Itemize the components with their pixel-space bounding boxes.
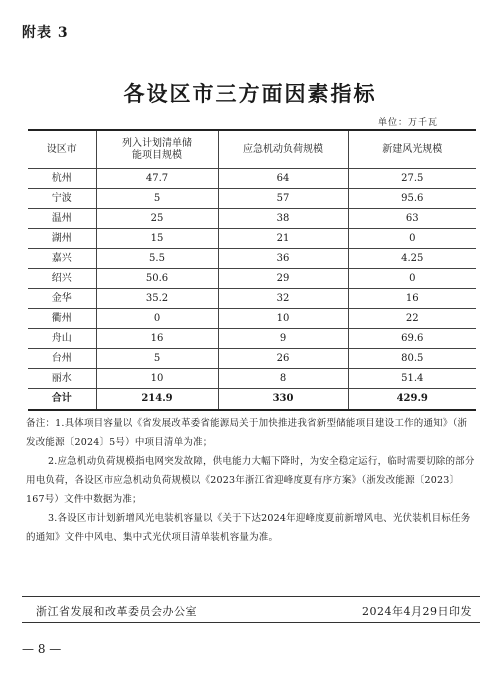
page-title: 各设区市三方面因素指标 <box>123 81 377 106</box>
emergency-load-cell: 64 <box>218 169 348 189</box>
emergency-load-cell: 32 <box>218 289 348 309</box>
city-cell: 宁波 <box>28 189 96 209</box>
table-row <box>28 309 476 329</box>
storage-cell: 5 <box>96 349 218 369</box>
city-cell: 丽水 <box>28 369 96 389</box>
wind-solar-cell: 51.4 <box>348 369 476 389</box>
wind-solar-cell: 22 <box>348 309 476 329</box>
total-wind-solar: 429.9 <box>348 389 476 411</box>
table-row <box>28 209 476 229</box>
total-storage: 214.9 <box>96 389 218 411</box>
city-cell: 金华 <box>28 289 96 309</box>
table-row <box>28 289 476 309</box>
total-label: 合计 <box>28 389 96 411</box>
storage-cell: 25 <box>96 209 218 229</box>
emergency-load-cell: 57 <box>218 189 348 209</box>
emergency-load-cell: 9 <box>218 329 348 349</box>
city-cell: 台州 <box>28 349 96 369</box>
wind-solar-cell: 16 <box>348 289 476 309</box>
wind-solar-cell: 27.5 <box>348 169 476 189</box>
unit-label: 单位：万千瓦 <box>377 118 438 128</box>
wind-solar-cell: 80.5 <box>348 349 476 369</box>
column-header-wind-solar: 新建风光规模 <box>348 130 476 169</box>
note-1: 备注：1.具体项目容量以《省发展改革委省能源局关于加快推进我省新型储能项目建设工作的通知》（浙发改能源〔2024〕5号）中项目清单为准； <box>26 418 468 448</box>
emergency-load-cell: 36 <box>218 249 348 269</box>
note-3: 3.各设区市计划新增风光电装机容量以《关于下达2024年迎峰度夏前新增风电、光伏装机目标任务的通知》文件中风电、集中式光伏项目清单装机容量为准。 <box>26 513 471 543</box>
note-2: 2.应急机动负荷规模指电网突发故障，供电能力大幅下降时，为安全稳定运行，临时需要切除的部分用电负荷，各设区市应急机动负荷规模以《2023年浙江省迎峰度夏有序方案》（浙发改能源〔2023〕167号）文件中数据为准； <box>26 456 475 505</box>
emergency-load-cell: 29 <box>218 269 348 289</box>
table-row <box>28 349 476 369</box>
storage-cell: 15 <box>96 229 218 249</box>
storage-cell: 5.5 <box>96 249 218 269</box>
emergency-load-cell: 21 <box>218 229 348 249</box>
table-row <box>28 249 476 269</box>
issue-date: 2024年4月29日印发 <box>362 605 472 618</box>
table-row <box>28 329 476 349</box>
city-cell: 衢州 <box>28 309 96 329</box>
appendix-label: 附表 3 <box>22 25 69 41</box>
table-row <box>28 189 476 209</box>
city-cell: 湖州 <box>28 229 96 249</box>
table-row <box>28 269 476 289</box>
column-header-emergency-load: 应急机动负荷规模 <box>218 130 348 169</box>
notes-section <box>26 414 476 547</box>
wind-solar-cell: 4.25 <box>348 249 476 269</box>
table-row <box>28 369 476 389</box>
emergency-load-cell: 38 <box>218 209 348 229</box>
column-header-storage: 列入计划清单储能项目规模 <box>96 130 218 169</box>
storage-cell: 16 <box>96 329 218 349</box>
indicator-table <box>28 129 476 411</box>
city-cell: 嘉兴 <box>28 249 96 269</box>
table-header-row <box>28 130 476 169</box>
storage-cell: 5 <box>96 189 218 209</box>
storage-cell: 35.2 <box>96 289 218 309</box>
footer-divider-top <box>22 596 480 597</box>
emergency-load-cell: 26 <box>218 349 348 369</box>
city-cell: 杭州 <box>28 169 96 189</box>
wind-solar-cell: 0 <box>348 229 476 249</box>
column-header-city: 设区市 <box>28 130 96 169</box>
wind-solar-cell: 0 <box>348 269 476 289</box>
footer-divider-bottom <box>22 622 480 623</box>
storage-cell: 50.6 <box>96 269 218 289</box>
wind-solar-cell: 95.6 <box>348 189 476 209</box>
total-emergency-load: 330 <box>218 389 348 411</box>
storage-cell: 47.7 <box>96 169 218 189</box>
issuing-office: 浙江省发展和改革委员会办公室 <box>36 605 197 618</box>
storage-cell: 10 <box>96 369 218 389</box>
city-cell: 温州 <box>28 209 96 229</box>
emergency-load-cell: 10 <box>218 309 348 329</box>
storage-cell: 0 <box>96 309 218 329</box>
table-row <box>28 229 476 249</box>
table-row <box>28 169 476 189</box>
total-row <box>28 389 476 411</box>
emergency-load-cell: 8 <box>218 369 348 389</box>
page-number: — 8 — <box>22 642 62 656</box>
wind-solar-cell: 63 <box>348 209 476 229</box>
city-cell: 舟山 <box>28 329 96 349</box>
city-cell: 绍兴 <box>28 269 96 289</box>
wind-solar-cell: 69.6 <box>348 329 476 349</box>
